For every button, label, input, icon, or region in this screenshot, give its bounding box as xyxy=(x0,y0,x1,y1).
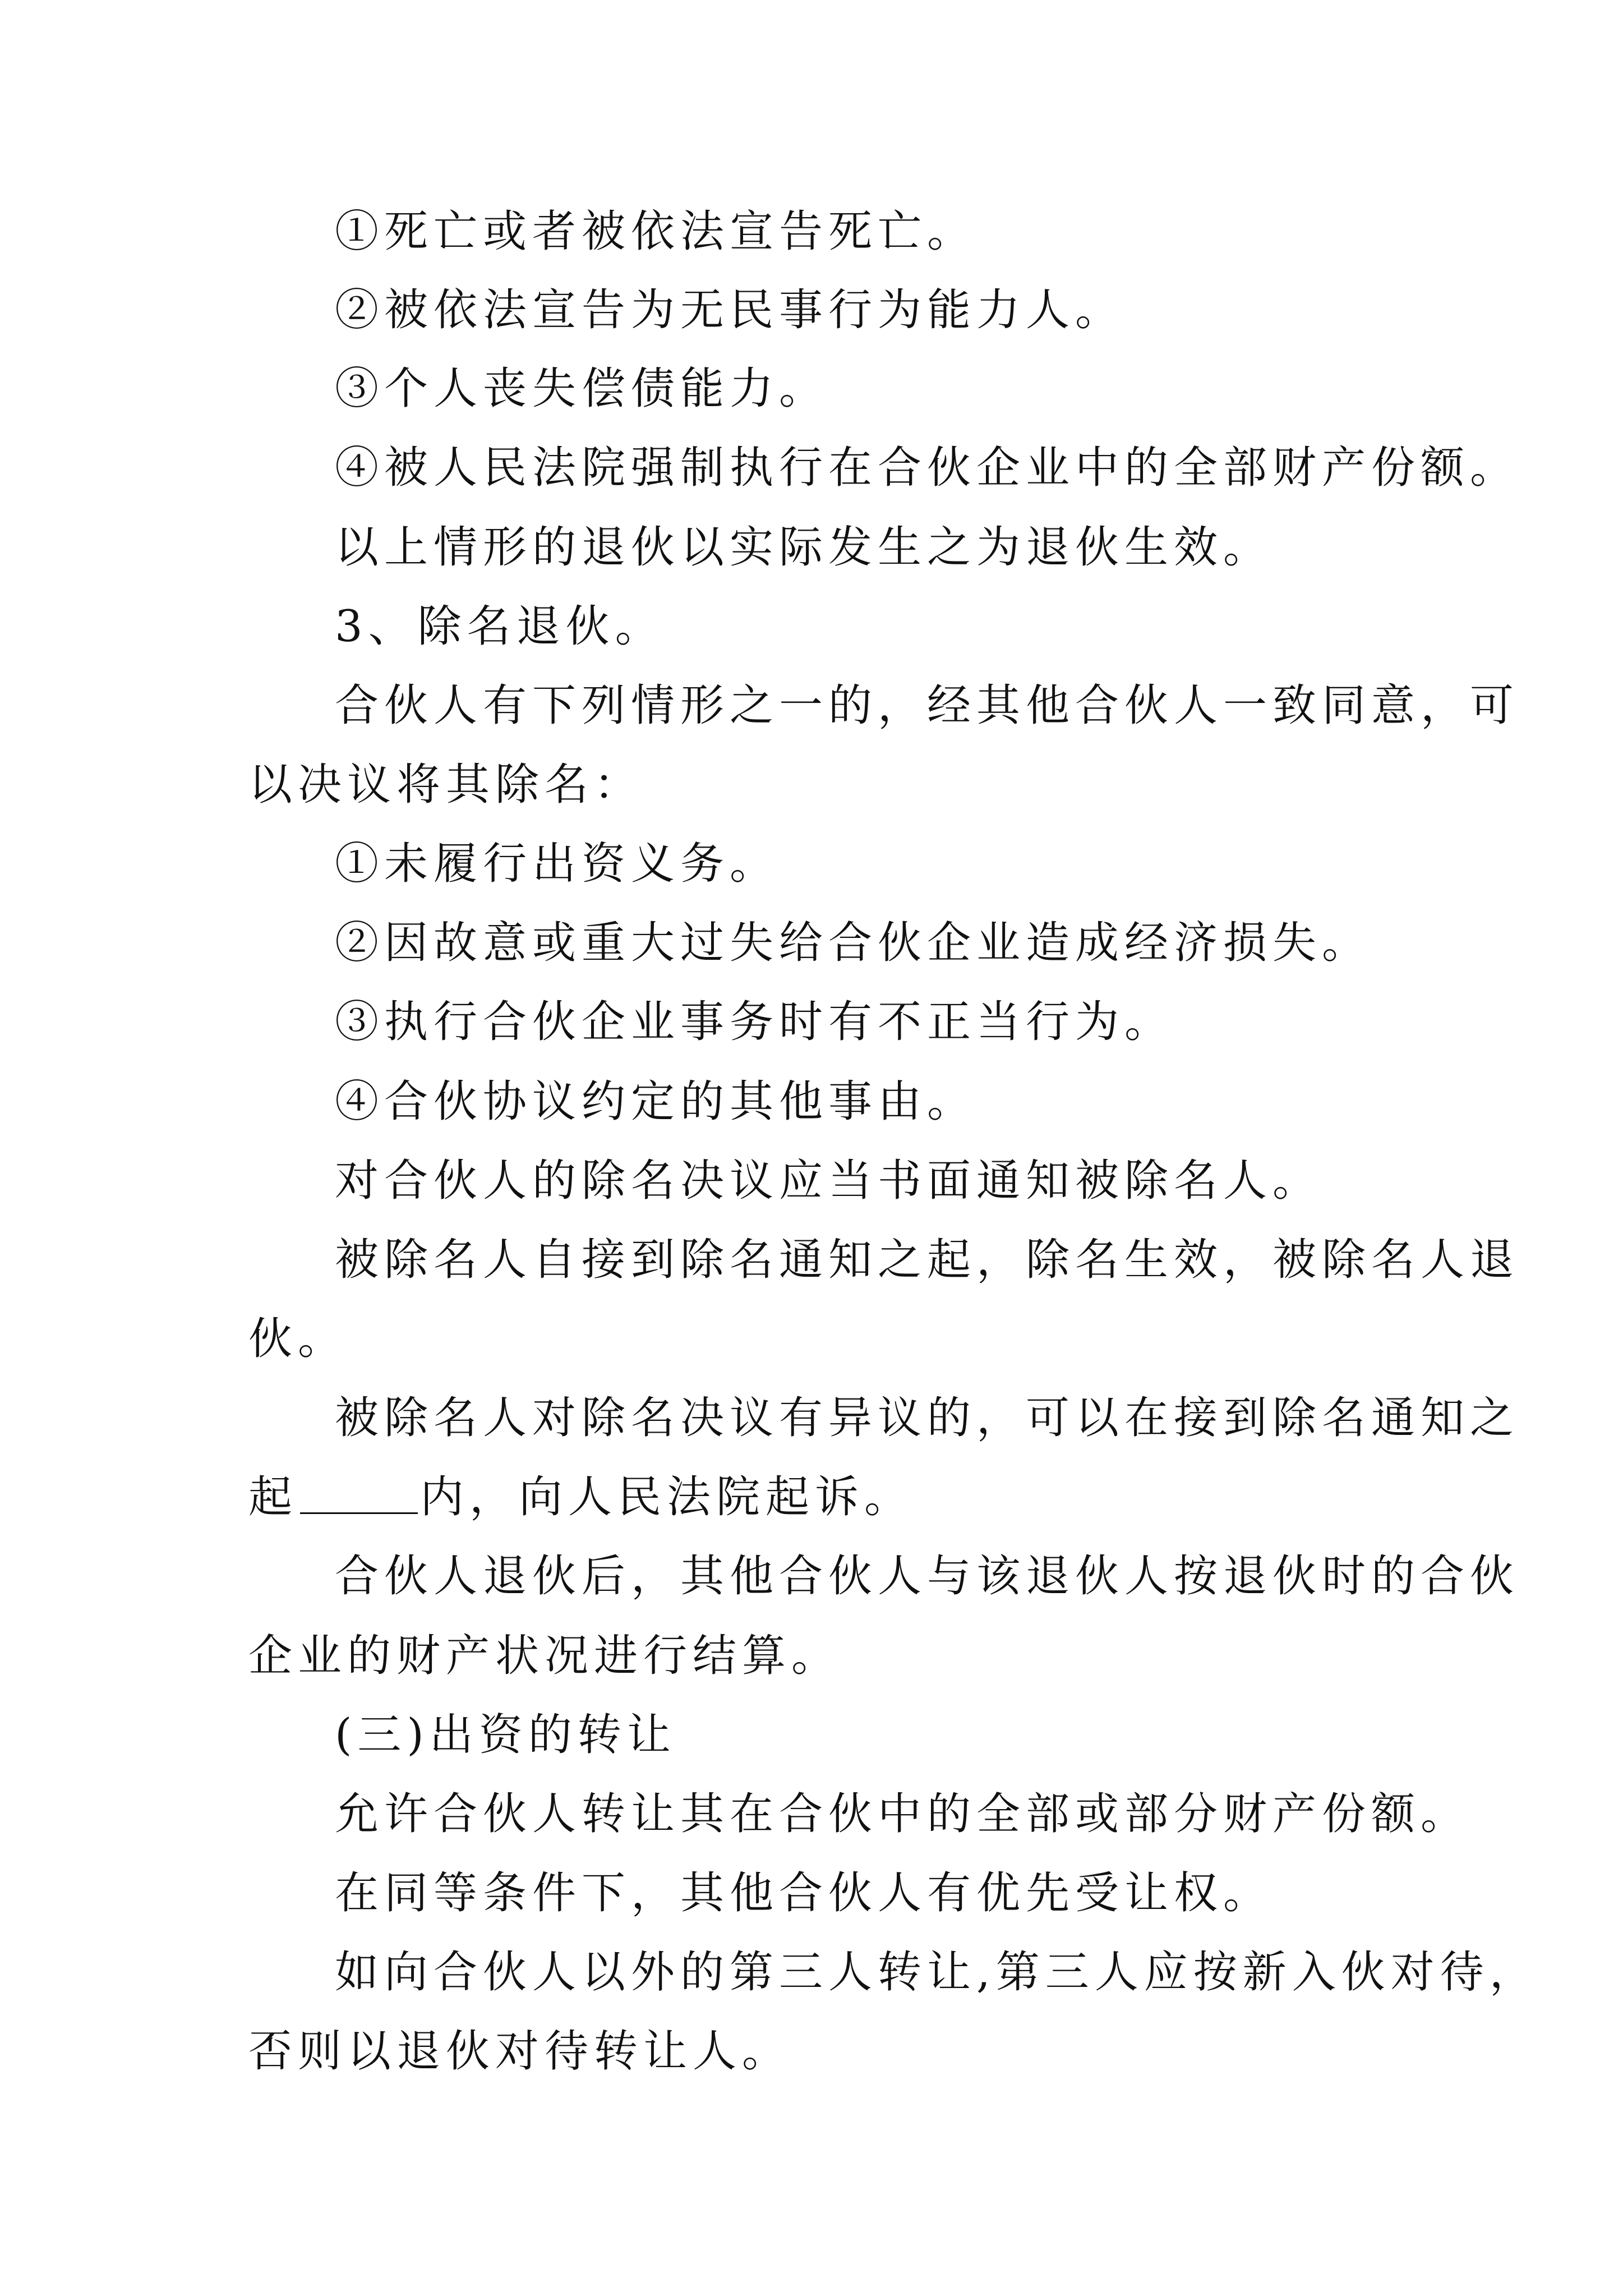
section-heading: (三)出资的转让 xyxy=(335,1710,676,1760)
fill-in-blank xyxy=(300,1509,418,1514)
paragraph-line: ①死亡或者被依法宣告死亡。 xyxy=(335,206,977,257)
paragraph-line: 伙。 xyxy=(248,1314,348,1364)
paragraph-line: 允许合伙人转让其在合伙中的全部或部分财产份额。 xyxy=(335,1789,1470,1839)
paragraph-line: 否则以退伙对待转让人。 xyxy=(248,2026,792,2077)
paragraph-line: ④合伙协议约定的其他事由。 xyxy=(335,1076,977,1127)
text-segment: 内，向人民法院起诉。 xyxy=(420,1472,914,1522)
paragraph-line: ③执行合伙企业事务时有不正当行为。 xyxy=(335,997,1174,1047)
paragraph-line: ①未履行出资义务。 xyxy=(335,839,780,889)
paragraph-line: 如向合伙人以外的第三人转让,第三人应按新入伙对待， xyxy=(335,1947,1539,1998)
text-segment: 起 xyxy=(248,1472,298,1522)
paragraph-line: ④被人民法院强制执行在合伙企业中的全部财产份额。 xyxy=(335,443,1520,493)
paragraph-line: 企业的财产状况进行结算。 xyxy=(248,1631,841,1681)
paragraph-line: ③个人丧失偿债能力。 xyxy=(335,364,829,414)
paragraph-line: 以上情形的退伙以实际发生之为退伙生效。 xyxy=(335,522,1273,573)
paragraph-line: ②因故意或重大过失给合伙企业造成经济损失。 xyxy=(335,918,1372,968)
paragraph-line: 被除名人对除名决议有异议的，可以在接到除名通知之 xyxy=(335,1393,1520,1443)
paragraph-line: 被除名人自接到除名通知之起，除名生效，被除名人退 xyxy=(335,1235,1520,1285)
section-heading: 3、除名退伙。 xyxy=(335,601,665,652)
paragraph-line: 对合伙人的除名决议应当书面通知被除名人。 xyxy=(335,1156,1322,1206)
paragraph-line: 以决议将其除名： xyxy=(248,760,644,810)
paragraph-line-with-blank xyxy=(248,1470,914,1524)
paragraph-line: 合伙人退伙后，其他合伙人与该退伙人按退伙时的合伙 xyxy=(335,1551,1520,1602)
paragraph-line: 合伙人有下列情形之一的，经其他合伙人一致同意，可 xyxy=(335,680,1520,731)
paragraph-line: ②被依法宣告为无民事行为能力人。 xyxy=(335,285,1125,335)
paragraph-line: 在同等条件下，其他合伙人有优先受让权。 xyxy=(335,1868,1273,1918)
